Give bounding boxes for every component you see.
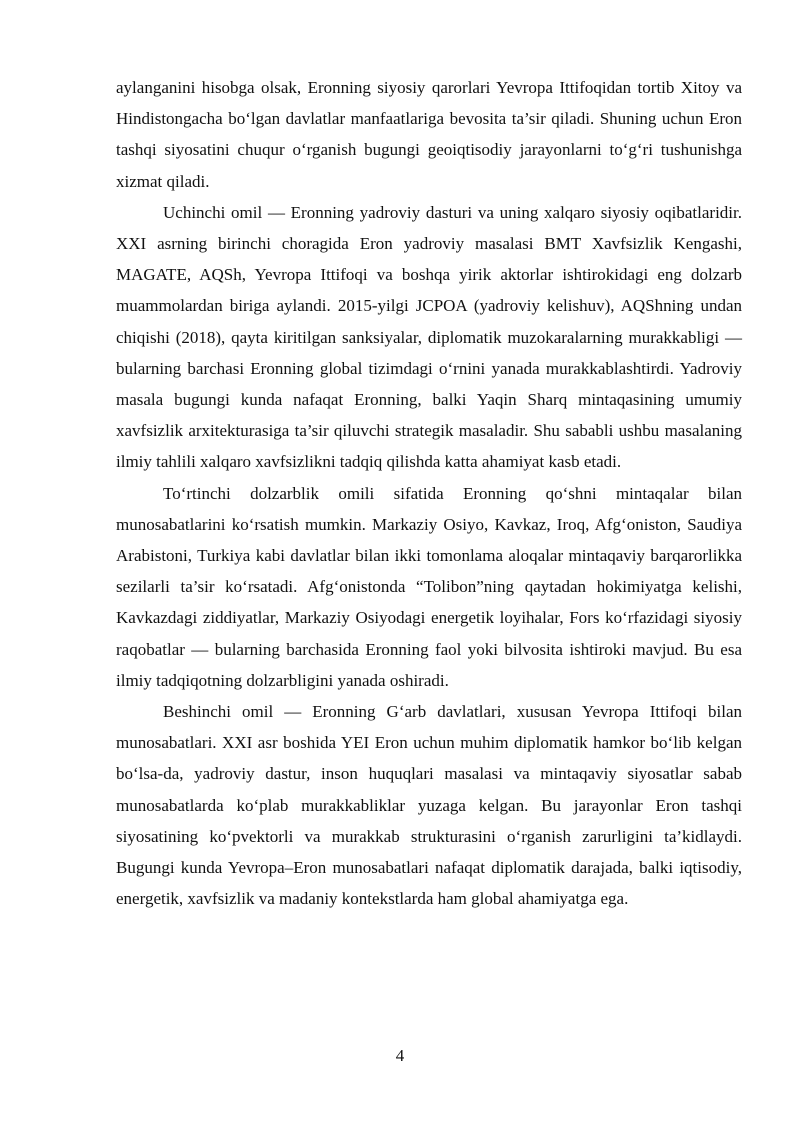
page-number: 4 [395,1046,405,1065]
document-body [116,72,742,914]
paragraph-fifth-factor: Beshinchi omil — Eronning G‘arb davlatlari, xususan Yevropa Ittifoqi bilan munosabatlari. XXI asr boshida YEI Eron uchun muhim diplomatik hamkor bo‘lib kelgan bo‘lsa-da, yadroviy dastur, inson huquqlari masalasi va mintaqaviy siyosatlar sabab munosabatlarda ko‘plab murakkabliklar yuzaga kelgan. Bu jarayonlar Eron tashqi siyosatining ko‘pvektorli va murakkab strukturasini o‘rganish zarurligini ta’kidlaydi. Bugungi kunda Yevropa–Eron munosabatlari nafaqat diplomatik darajada, balki iqtisodiy, energetik, xavfsizlik va madaniy kontekstlarda ham global ahamiyatga ega. [116,702,742,909]
paragraph-third-factor: Uchinchi omil — Eronning yadroviy dasturi va uning xalqaro siyosiy oqibatlaridir. XXI asrning birinchi choragida Eron yadroviy masalasi BMT Xavfsizlik Kengashi, MAGATE, AQSh, Yevropa Ittifoqi va boshqa yirik aktorlar ishtirokidagi eng dolzarb muammolardan biriga aylandi. 2015-yilgi JCPOA (yadroviy kelishuv), AQShning undan chiqishi (2018), qayta kiritilgan sanksiyalar, diplomatik muzokaralarning murakkabligi — bularning barchasi Eronning global tizimdagi o‘rnini yanada murakkablashtirdi. Yadroviy masala bugungi kunda nafaqat Eronning, balki Yaqin Sharq mintaqasining umumiy xavfsizlik arxitekturasiga ta’sir qiluvchi strategik masaladir. Shu sababli ushbu masalaning ilmiy tahlili xalqaro xavfsizlikni tadqiq qilishda katta ahamiyat kasb etadi. [116,202,742,472]
paragraph-fourth-factor: To‘rtinchi dolzarblik omili sifatida Eronning qo‘shni mintaqalar bilan munosabatlarini ko‘rsatish mumkin. Markaziy Osiyo, Kavkaz, Iroq, Afg‘oniston, Saudiya Arabistoni, Turkiya kabi davlatlar bilan ikki tomonlama aloqalar mintaqaviy barqarorlikka sezilarli ta’sir ko‘rsatadi. Afg‘onistonda “Tolibon”ning qaytadan hokimiyatga kelishi, Kavkazdagi ziddiyatlar, Markaziy Osiyodagi energetik loyihalar, Fors ko‘rfazidagi siyosiy raqobatlar — bularning barchasida Eronning faol yoki bilvosita ishtiroki mavjud. Bu esa ilmiy tadqiqotning dolzarbligini yanada oshiradi. [116,483,742,690]
paragraph-continuation: aylanganini hisobga olsak, Eronning siyosiy qarorlari Yevropa Ittifoqidan tortib Xitoy va Hindistongacha bo‘lgan davlatlar manfaatlariga bevosita ta’sir qiladi. Shuning uchun Eron tashqi siyosatini chuqur o‘rganish bugungi geoiqtisodiy jarayonlarni to‘g‘ri tushunishga xizmat qiladi. [116,78,742,191]
